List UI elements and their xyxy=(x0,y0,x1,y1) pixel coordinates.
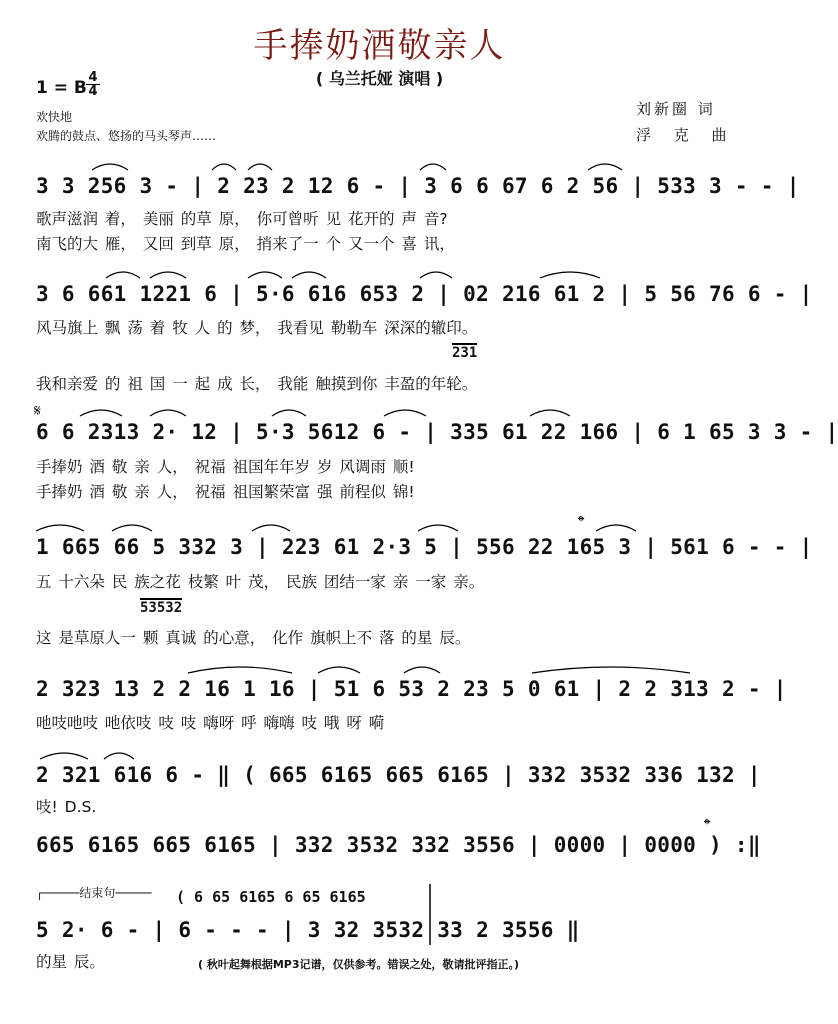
slur-arc xyxy=(92,164,128,170)
slur-arc xyxy=(40,753,88,759)
song-title: 手捧奶酒敬亲人 xyxy=(253,26,506,66)
slur-arc xyxy=(596,525,636,531)
slur-arc xyxy=(248,272,282,278)
slur-arc xyxy=(212,164,236,170)
staff-2-lyric-verse-1: 风马旗上 飘 荡 着 牧 人 的 梦， 我看见 勒勒车 深深的辙印。 xyxy=(36,319,478,337)
time-signature-top: 4 xyxy=(88,70,98,85)
slur-arc xyxy=(292,272,326,278)
coda-sign-1: 𝄌 xyxy=(578,512,585,533)
staff-8-notes: 5 2· 6 - | 6 - - - | 3 32 3532 33 2 3556 ‖ xyxy=(36,918,580,942)
coda-sign-2: 𝄌 xyxy=(704,815,711,836)
slur-arc xyxy=(252,525,290,531)
slur-arc xyxy=(80,410,122,416)
staff-5-notes: 2 323 13 2 2 16 1 16 | 51 6 53 2 23 5 0 61 | 2 2 313 2 - | xyxy=(36,677,787,701)
staff-4-lyric-verse-1: 五 十六朵 民 族之花 枝繁 叶 茂， 民族 团结一家 亲 一家 亲。 xyxy=(36,573,485,591)
staff-3-lyric-verse-2: 手捧奶 酒 敬 亲 人， 祝福 祖国繁荣富 强 前程似 锦! xyxy=(36,483,415,501)
staff-4-notes: 1 665 66 5 332 3 | 223 61 2·3 5 | 556 22 165 3 | 561 6 - - | xyxy=(36,535,813,559)
slur-arc xyxy=(420,164,446,170)
slur-arc xyxy=(150,272,186,278)
staff-1-notes: 3 3 256 3 - | 2 23 2 12 6 - | 3 6 6 67 6 2 56 | 533 3 - - | xyxy=(36,174,800,198)
slur-arc xyxy=(404,667,440,673)
tempo-marking: 欢快地 xyxy=(36,110,73,124)
slur-arc xyxy=(150,410,186,416)
staff-3-lyric-verse-1: 手捧奶 酒 敬 亲 人， 祝福 祖国年年岁 岁 风调雨 顺! xyxy=(36,458,415,476)
slur-arc xyxy=(248,164,272,170)
key-signature: 1 = B xyxy=(36,78,87,98)
staff-4-alt-notes: 53532 xyxy=(140,600,183,616)
mood-description: 欢腾的鼓点、悠扬的马头琴声…… xyxy=(36,129,217,143)
transcription-note: ( 秋叶起舞根据MP3记谱，仅供参考。错误之处，敬请批评指正。) xyxy=(198,958,520,971)
slur-arc xyxy=(530,410,570,416)
slur-arc xyxy=(318,667,360,673)
slur-arc xyxy=(532,667,690,673)
ending-label-text: 结束句 xyxy=(79,886,116,900)
staff-1-lyric-verse-1: 歌声滋润 着， 美丽 的草 原， 你可曾听 见 花开的 声 音? xyxy=(36,210,448,228)
composer-credit: 浮 克 曲 xyxy=(636,126,736,144)
time-signature-bottom: 4 xyxy=(86,84,100,98)
ending-alt-notes: ( 6 65 6165 6 65 6165 xyxy=(176,888,366,906)
staff-2-notes: 3 6 661 1221 6 | 5·6 616 653 2 | 02 216 61 2 | 5 56 76 6 - | xyxy=(36,282,813,306)
staff-1-lyric-verse-2: 南飞的大 雁， 又回 到草 原， 捎来了一 个 又一个 喜 讯， xyxy=(36,235,455,253)
lyricist-credit: 刘新圈 词 xyxy=(636,100,716,118)
staff-3-notes: 6 6 2313 2· 12 | 5·3 5612 6 - | 335 61 22 166 | 6 1 65 3 3 - | xyxy=(36,420,838,444)
staff-2-alt-notes: 231 xyxy=(452,345,478,361)
ending-label: ┌─────结束句───── xyxy=(36,886,152,900)
slur-arc xyxy=(112,525,152,531)
slur-arc xyxy=(104,753,134,759)
slur-arc xyxy=(384,410,426,416)
staff-5-lyric: 吔吱吔吱 吔依吱 吱 吱 嗨呀 呼 嗨嗨 吱 哦 呀 嗬 xyxy=(36,714,385,732)
staff-6-notes: 2 321 616 6 - ‖ ( 665 6165 665 6165 | 332 3532 336 132 | xyxy=(36,763,761,787)
staff-2-lyric-verse-2: 我和亲爱 的 祖 国 一 起 成 长， 我能 触摸到你 丰盈的年轮。 xyxy=(36,375,478,393)
slur-arc xyxy=(420,272,452,278)
staff-8-lyric: 的星 辰。 xyxy=(36,953,105,971)
performer-subtitle: ( 乌兰托娅 演唱 ) xyxy=(315,69,444,88)
segno-sign: 𝄋 xyxy=(34,401,41,420)
slur-arc xyxy=(588,164,622,170)
slur-arc xyxy=(106,272,140,278)
slur-arc xyxy=(36,525,84,531)
slur-arc xyxy=(418,525,458,531)
time-signature xyxy=(86,71,100,98)
staff-4-lyric-verse-2: 这 是草原人一 颗 真诚 的心意， 化作 旗帜上不 落 的星 辰。 xyxy=(36,629,471,647)
slur-arc xyxy=(188,667,292,673)
slur-arc xyxy=(272,410,306,416)
staff-6-lyric: 吱! D.S. xyxy=(36,798,97,816)
staff-7-notes: 665 6165 665 6165 | 332 3532 332 3556 | 0000 | 0000 ) :‖ xyxy=(36,833,761,857)
slur-arc xyxy=(540,272,600,278)
